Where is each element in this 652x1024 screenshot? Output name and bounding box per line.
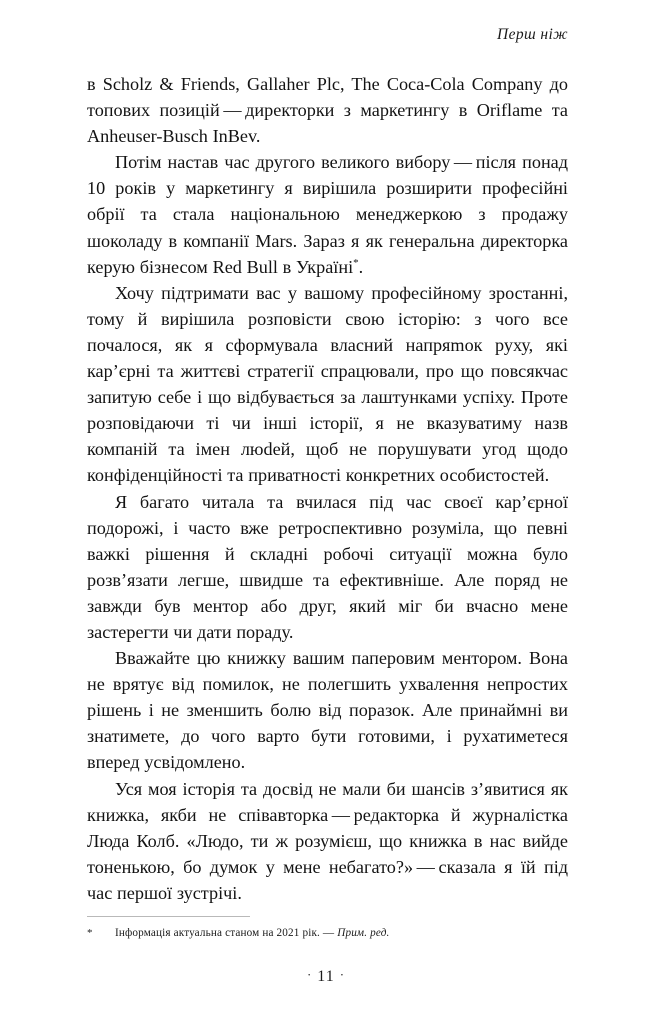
folio-number: 11 — [317, 968, 335, 985]
paragraph-read-and-learned: Я багато читала та вчилася під час своєї карʼєрної подорожі, і часто вже ретроспективно розуміла, що певні важкі рішення й складні робочі ситуації можна було розвʼязати легше, швидше та ефективніше. Але поряд не завжди був ментор або друг, який міг би вчасно мене застерегти чи дати пораду. — [87, 491, 568, 642]
footnote-entry — [87, 926, 568, 941]
running-head: Перш ніж — [496, 26, 568, 43]
paragraph-coauthor: Уся моя історія та досвід не мали би шансів зʼявитися як книжка, якби не співавторка — редакторка й журналістка Люда Колб. «Людо, ти ж розумієш, що книжка в нас вийде тоненькою, бо думок у мене небагато?» — сказала я їй під час першої зустрічі. — [87, 778, 568, 903]
paragraph-text-before-footnote: Потім настав час другого великого вибору — після понад 10 років у маркетингу я вирішила розширити професійні обрії та стала національною менеджеркою з продажу шоколаду в компанії Mars. Зараз я як генеральна директорка керую бізнесом Red Bull в Україні — [87, 152, 568, 277]
footnote-main-text: Інформація актуальна станом на 2021 рік. — — [115, 927, 338, 939]
footnote-reference-marker[interactable]: * — [353, 256, 359, 269]
paragraph-text-after-footnote: . — [358, 256, 364, 277]
footnote-marker: * — [87, 927, 93, 939]
footnote-area — [87, 916, 568, 941]
folio-right-ornament: · — [339, 967, 346, 982]
paragraph-paper-mentor: Вважайте цю книжку вашим паперовим ментором. Вона не врятує від помилок, не полегшить ухвалення непростих рішень і не зменшить болю від поразок. Але принаймні ви знатимете, до чого варто бути готовими, і рухатиметеся вперед усвідомлено. — [87, 648, 568, 773]
folio-left-ornament: · — [306, 967, 313, 982]
paragraph-second-choice — [87, 149, 568, 279]
paragraph-continuation: в Scholz & Friends, Gallaher Plc, The Coca-Cola Company до топових позицій — директорки з маркетингу в Oriflame та Anheuser-Busch InBev. — [87, 74, 568, 147]
footnote-source-note: Прим. ред. — [337, 927, 390, 939]
footnote-text — [115, 926, 568, 941]
paragraph-support-you: Хочу підтримати вас у вашому професійному зростанні, тому й вирішила розповісти свою історію: з чого все почалося, як я сформувала власний напряmок руху, які карʼєрні та життєві стратегії спрацювали, про що повсякчас запитую себе і що відбувається за лаштунками успіху. Проте розповідаючи ті чи інші історії, я не вказуватиму назв компаній та імен люdей, щоб не порушувати угод щодо конфіденційності та приватності конкретних особистостей. — [87, 282, 568, 486]
footnote-separator-rule — [87, 916, 250, 917]
page-number-folio — [0, 967, 652, 986]
body-text-block — [87, 71, 568, 906]
